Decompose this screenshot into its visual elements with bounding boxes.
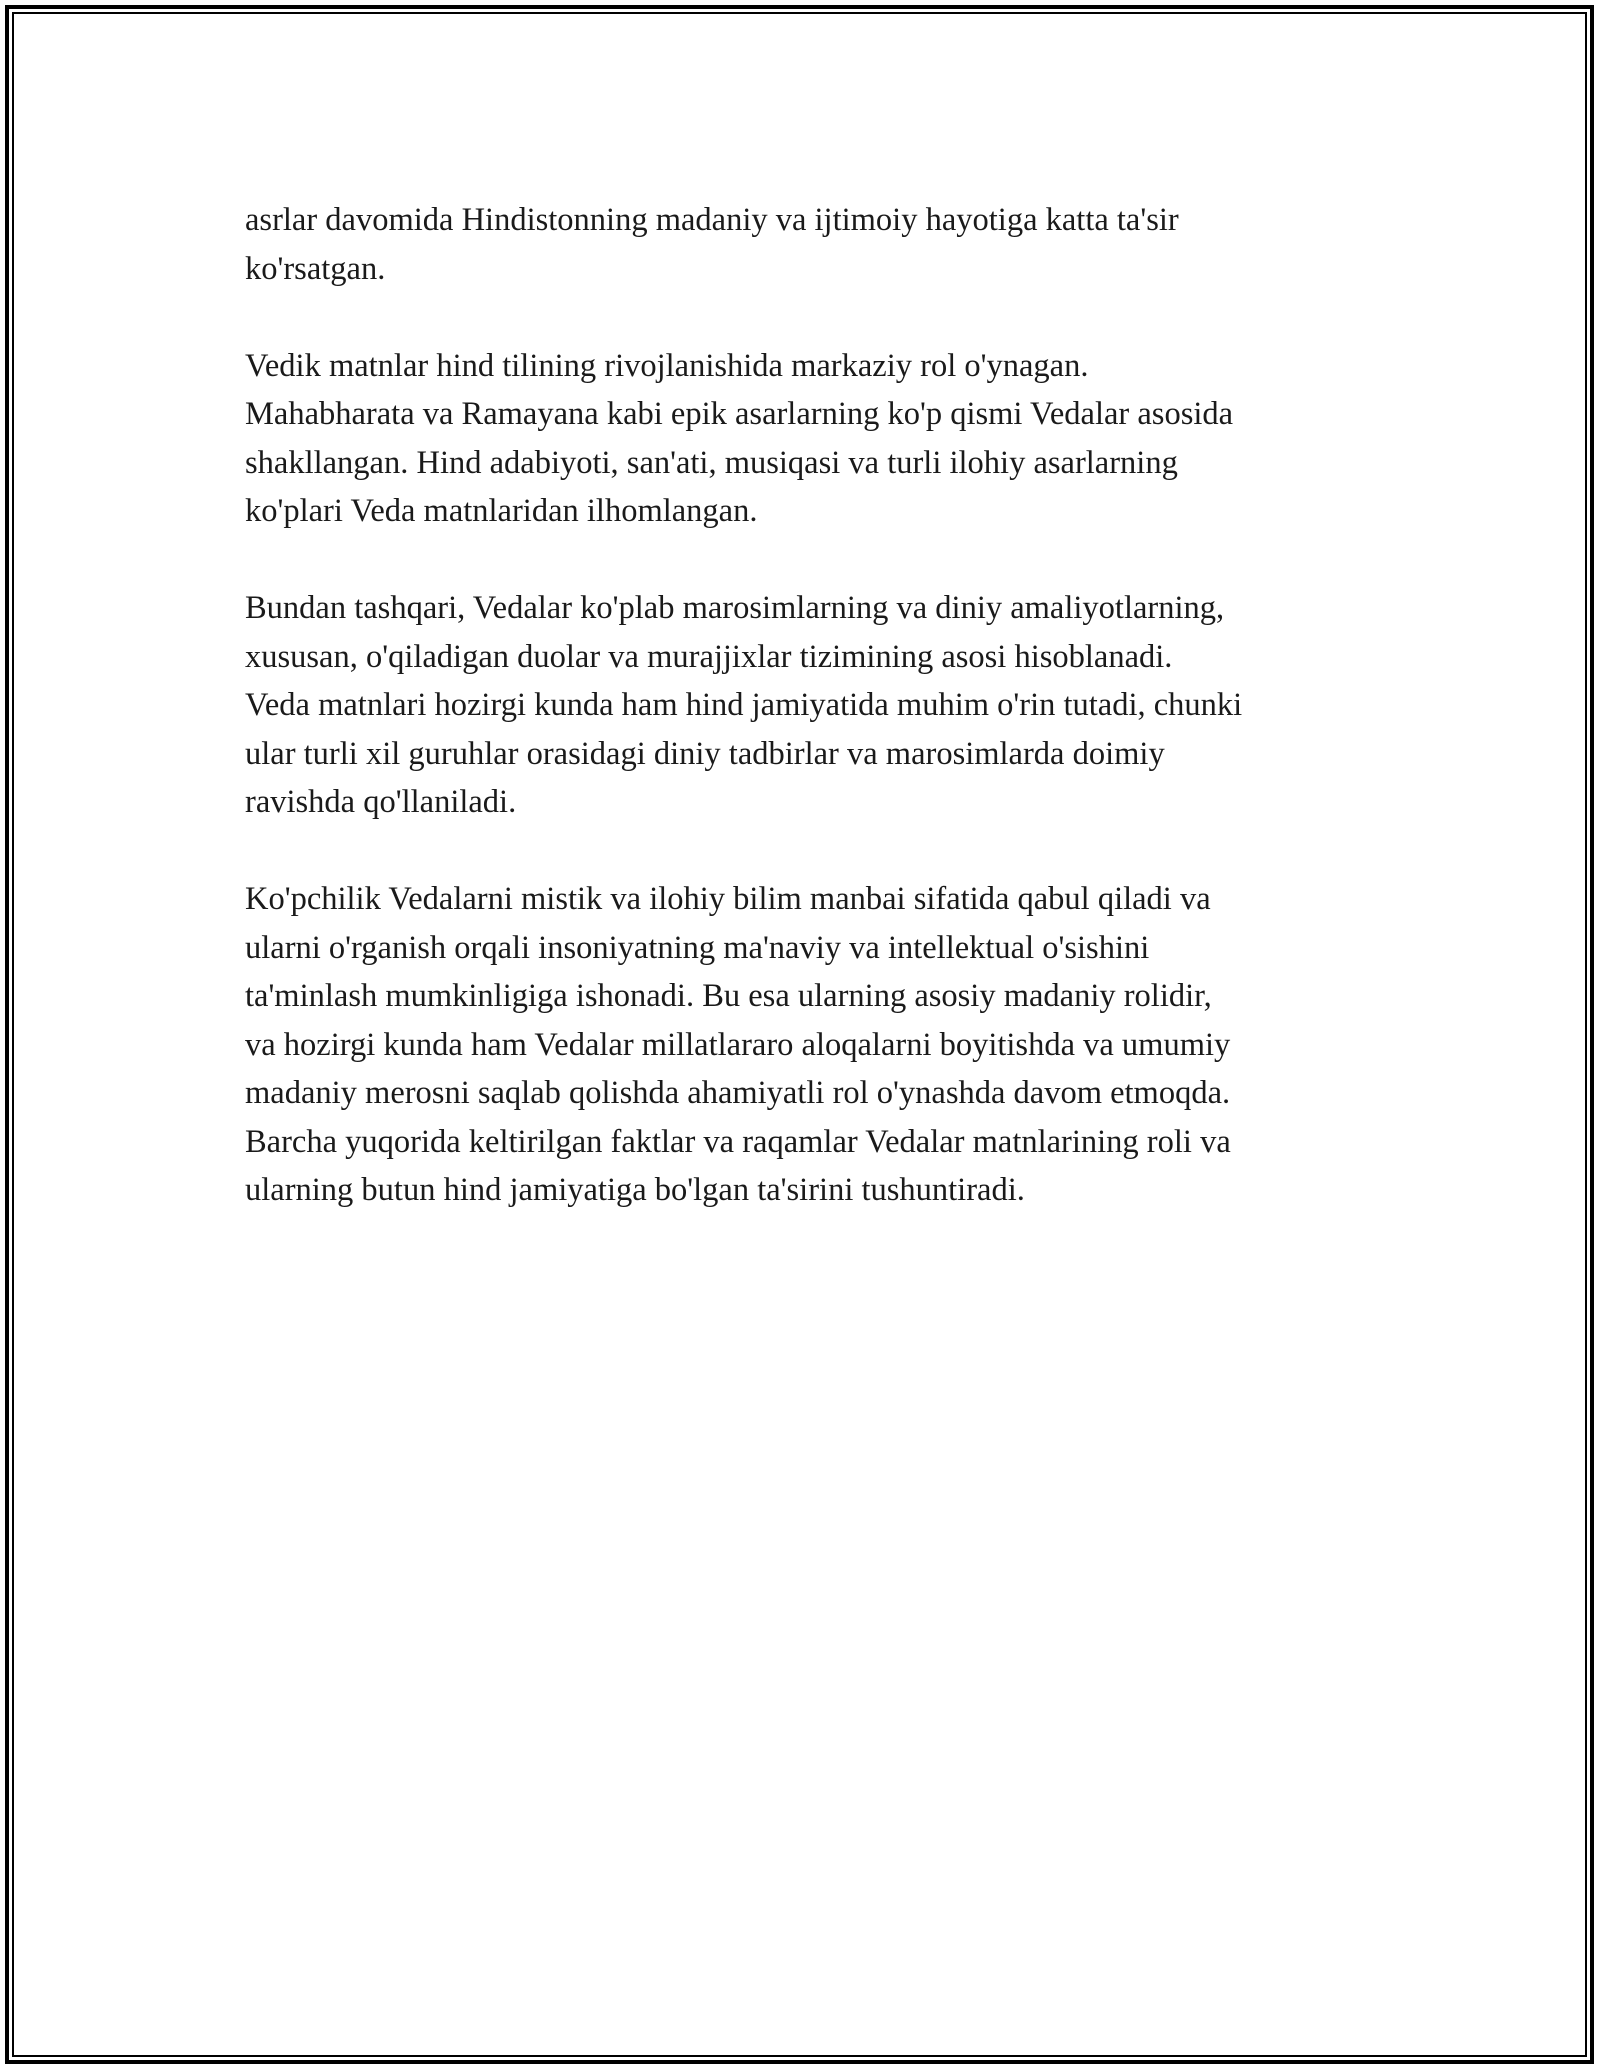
page-frame [5,5,1594,2064]
paragraph-2: Vedik matnlar hind tilining rivojlanishida markaziy rol o'ynagan. Mahabharata va Ramayana kabi epik asarlarning ko'p qismi Vedalar asosida shakllangan. Hind adabiyoti, san'ati, musiqasi va turli ilohiy asarlarning ko'plari Veda matnlaridan ilhomlangan. [245,347,1234,529]
document-body [245,196,1395,1263]
paragraph-4: Ko'pchilik Vedalarni mistik va ilohiy bilim manbai sifatida qabul qiladi va ularni o'rganish orqali insoniyatning ma'naviy va intellektual o'sishini ta'minlash mumkinligiga ishonadi. Bu esa ularning asosiy madaniy rolidir, va hozirgi kunda ham Vedalar millatlararo aloqalarni boyitishda va umumiy madaniy merosni saqlab qolishda ahamiyatli rol o'ynashda davom etmoqda. Barcha yuqorida keltirilgan faktlar va raqamlar Vedalar matnlarining roli va ularning butun hind jamiyatiga bo'lgan ta'sirini tushuntiradi. [245,881,1231,1208]
paragraph-1: asrlar davomida Hindistonning madaniy va ijtimoiy hayotiga katta ta'sir ko'rsatgan. [245,202,1179,287]
paragraph-3: Bundan tashqari, Vedalar ko'plab marosimlarning va diniy amaliyotlarning, xususan, o'qiladigan duolar va murajjixlar tizimining asosi hisoblanadi. Veda matnlari hozirgi kunda ham hind jamiyatida muhim o'rin tutadi, chunki ular turli xil guruhlar orasidagi diniy tadbirlar va marosimlarda doimiy ravishda qo'llaniladi. [245,590,1243,820]
